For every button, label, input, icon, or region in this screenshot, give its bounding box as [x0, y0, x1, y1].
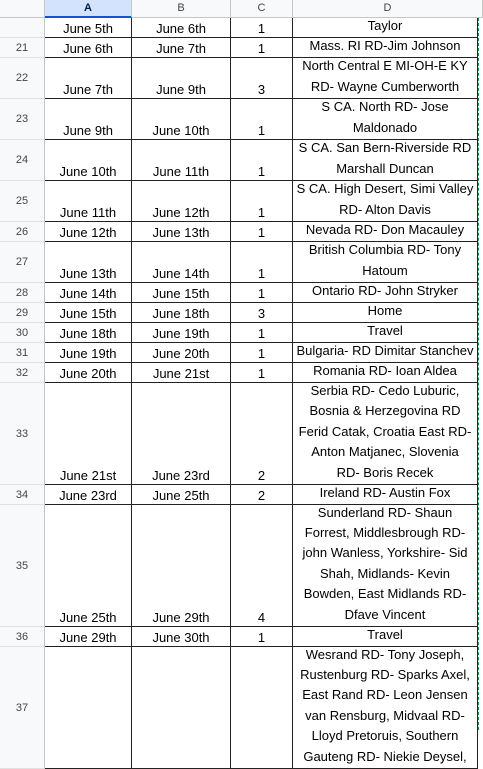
cell-date-start[interactable]: June 14th [45, 283, 132, 303]
cell-days[interactable]: 1 [231, 242, 293, 283]
cell-days[interactable]: 1 [231, 38, 293, 58]
cell-days[interactable]: 1 [231, 99, 293, 140]
cell-date-end[interactable]: June 9th [132, 58, 231, 99]
table-row [0, 383, 483, 485]
cell-description[interactable]: Sunderland RD- Shaun Forrest, Middlesbrough RD- john Wanless, Yorkshire- Sid Shah, Midlands- Kevin Bowden, East Midlands RD- Dfave Vincent [293, 505, 478, 627]
table-row [0, 99, 483, 140]
cell-date-start[interactable]: June 18th [45, 323, 132, 343]
cell-description[interactable]: Nevada RD- Don Macauley [293, 222, 478, 242]
cell-date-start[interactable]: June 5th [45, 0, 132, 38]
cell-days[interactable]: 4 [231, 505, 293, 627]
cell-date-start[interactable]: June 7th [45, 58, 132, 99]
cell-description[interactable]: Travel [293, 323, 478, 343]
cell-date-end[interactable]: June 13th [132, 222, 231, 242]
row-header[interactable]: 37 [0, 647, 45, 769]
table-row [0, 303, 483, 323]
cell-days[interactable] [231, 647, 293, 769]
cell-description[interactable]: S CA. North RD- Jose Maldonado [293, 99, 478, 140]
cell-date-end[interactable]: June 15th [132, 283, 231, 303]
row-header[interactable]: 34 [0, 485, 45, 505]
cell-date-end[interactable]: June 30th [132, 627, 231, 647]
cell-days[interactable]: 1 [231, 363, 293, 383]
cell-description[interactable]: Travel [293, 627, 478, 647]
cell-days[interactable]: 1 [231, 343, 293, 363]
sheet-edge-guide [478, 18, 479, 730]
cell-date-end[interactable]: June 14th [132, 242, 231, 283]
cell-description[interactable]: British Columbia RD- Tony Hatoum [293, 242, 478, 283]
column-header-a[interactable]: A [45, 0, 132, 18]
cell-date-start[interactable]: June 13th [45, 242, 132, 283]
column-header-b[interactable]: B [132, 0, 231, 18]
row-header[interactable]: 28 [0, 283, 45, 303]
row-header[interactable]: 22 [0, 58, 45, 99]
cell-date-end[interactable]: June 10th [132, 99, 231, 140]
cell-days[interactable]: 1 [231, 323, 293, 343]
row-header[interactable]: 35 [0, 505, 45, 627]
cell-date-start[interactable]: June 19th [45, 343, 132, 363]
cell-date-end[interactable]: June 11th [132, 140, 231, 181]
cell-days[interactable]: 2 [231, 485, 293, 505]
cell-description[interactable]: S CA. High Desert, Simi Valley RD- Alton Davis [293, 181, 478, 222]
table-row [0, 283, 483, 303]
cell-description[interactable]: Serbia RD- Cedo Luburic, Bosnia & Herzegovina RD Ferid Catak, Croatia East RD- Anton Matjanec, Slovenia RD- Boris Recek [293, 383, 478, 485]
table-row [0, 505, 483, 627]
row-header[interactable]: 32 [0, 363, 45, 383]
cell-description[interactable]: S CA. San Bern-Riverside RD Marshall Duncan [293, 140, 478, 181]
table-row [0, 140, 483, 181]
cell-date-start[interactable]: June 12th [45, 222, 132, 242]
row-header[interactable]: 29 [0, 303, 45, 323]
cell-date-start[interactable]: June 15th [45, 303, 132, 323]
column-header-c[interactable]: C [231, 0, 293, 18]
row-header[interactable]: 33 [0, 383, 45, 485]
cell-description[interactable]: Ireland RD- Austin Fox [293, 485, 478, 505]
cell-date-start[interactable]: June 25th [45, 505, 132, 627]
cell-days[interactable]: 3 [231, 303, 293, 323]
cell-date-end[interactable]: June 25th [132, 485, 231, 505]
cell-description[interactable]: North Central E MI-OH-E KY RD- Wayne Cumberworth [293, 58, 478, 99]
cell-date-start[interactable]: June 23rd [45, 485, 132, 505]
cell-date-start[interactable]: June 11th [45, 181, 132, 222]
column-header-bar [0, 0, 483, 18]
cell-description[interactable]: Taylor [293, 0, 478, 38]
cell-date-start[interactable]: June 6th [45, 38, 132, 58]
cell-description[interactable]: Mass. RI RD-Jim Johnson [293, 38, 478, 58]
cell-description[interactable]: Romania RD- Ioan Aldea [293, 363, 478, 383]
cell-date-end[interactable] [132, 647, 231, 769]
cell-days[interactable]: 1 [231, 0, 293, 38]
cell-date-start[interactable]: June 21st [45, 383, 132, 485]
table-row [0, 647, 483, 769]
cell-days[interactable]: 1 [231, 222, 293, 242]
cell-description[interactable]: Ontario RD- John Stryker [293, 283, 478, 303]
cell-date-end[interactable]: June 23rd [132, 383, 231, 485]
row-header[interactable]: 30 [0, 323, 45, 343]
cell-days[interactable]: 3 [231, 58, 293, 99]
cell-date-start[interactable]: June 29th [45, 627, 132, 647]
column-header-d[interactable]: D [293, 0, 483, 18]
cell-date-end[interactable]: June 18th [132, 303, 231, 323]
cell-days[interactable]: 1 [231, 181, 293, 222]
row-header[interactable]: 23 [0, 99, 45, 140]
row-header[interactable]: 21 [0, 38, 45, 58]
cell-date-end[interactable]: June 20th [132, 343, 231, 363]
cell-date-end[interactable]: June 21st [132, 363, 231, 383]
cell-days[interactable]: 1 [231, 140, 293, 181]
row-header[interactable]: 26 [0, 222, 45, 242]
cell-date-end[interactable]: June 12th [132, 181, 231, 222]
cell-date-end[interactable]: June 6th [132, 0, 231, 38]
cell-date-start[interactable]: June 9th [45, 99, 132, 140]
table-row [0, 58, 483, 99]
cell-description[interactable]: Bulgaria- RD Dimitar Stanchev [293, 343, 478, 363]
row-header[interactable]: 31 [0, 343, 45, 363]
cell-date-end[interactable]: June 29th [132, 505, 231, 627]
table-row [0, 222, 483, 242]
table-row [0, 38, 483, 58]
row-header[interactable]: 25 [0, 181, 45, 222]
row-header[interactable]: 24 [0, 140, 45, 181]
cell-date-start[interactable]: June 20th [45, 363, 132, 383]
cell-date-end[interactable]: June 7th [132, 38, 231, 58]
cell-days[interactable]: 2 [231, 383, 293, 485]
cell-date-end[interactable]: June 19th [132, 323, 231, 343]
table-row [0, 242, 483, 283]
cell-date-start[interactable] [45, 647, 132, 769]
row-header[interactable]: 27 [0, 242, 45, 283]
table-row [0, 181, 483, 222]
cell-date-start[interactable]: June 10th [45, 140, 132, 181]
cell-description[interactable]: Home [293, 303, 478, 323]
select-all-corner[interactable] [0, 0, 45, 18]
cell-description[interactable]: Wesrand RD- Tony Joseph, Rustenburg RD- Sparks Axel, East Rand RD- Leon Jensen van Rensburg, Midvaal RD- Lloyd Pretoruis, Southern Gauteng RD- Niekie Deysel, [293, 647, 478, 769]
cell-days[interactable]: 1 [231, 627, 293, 647]
cell-days[interactable]: 1 [231, 283, 293, 303]
row-header[interactable]: 36 [0, 627, 45, 647]
